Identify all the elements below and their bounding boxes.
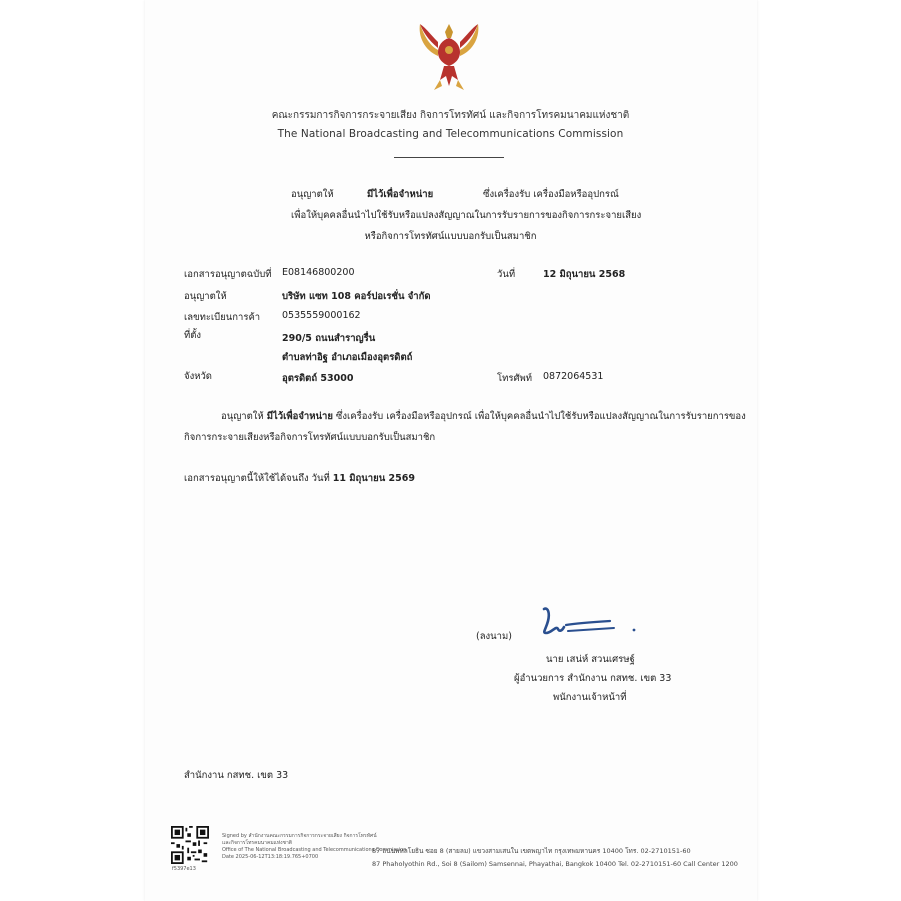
permit-paragraph-line-1 — [221, 407, 746, 427]
org-name-english: The National Broadcasting and Telecommunications Commission — [277, 128, 624, 140]
registration-label: เลขทะเบียนการค้า — [184, 312, 261, 323]
signed-by-line-2: และกิจการโทรคมนาคมแห่งชาติ — [222, 840, 293, 846]
date-label: วันที่ — [497, 269, 516, 280]
signed-by-line-3: Office of The National Broadcasting and Telecommunications Commission — [222, 847, 407, 853]
intro-device-text: ซึ่งเครื่องรับ เครื่องมือหรืออุปกรณ์ — [483, 189, 619, 200]
header-divider — [394, 157, 504, 158]
signer-role: พนักงานเจ้าหน้าที่ — [553, 692, 627, 703]
signer-position: ผู้อำนวยการ สำนักงาน กสทช. เขต 33 — [514, 673, 672, 684]
org-name-thai: คณะกรรมการกิจการกระจายเสียง กิจการโทรทัศน์ และกิจการโทรคมนาคมแห่งชาติ — [271, 110, 630, 121]
signed-date: Date 2025-06-12T13:18:19.765+0700 — [222, 854, 319, 860]
province-label: จังหวัด — [184, 371, 212, 382]
province-value: อุตรดิตถ์ 53000 — [282, 373, 354, 384]
doc-number-label: เอกสารอนุญาตฉบับที่ — [184, 269, 272, 280]
intro-service-text: หรือกิจการโทรทัศน์แบบบอกรับเป็นสมาชิก — [364, 231, 537, 242]
footer-address-english: 87 Phaholyothin Rd., Soi 8 (Sailom) Samsennai, Phayathai, Bangkok 10400 Tel. 02-2710151-60 Call Center 1200 — [372, 860, 738, 868]
signed-by-line-1: Signed by สำนักงานคณะกรรมการกิจการกระจายเสียง กิจการโทรทัศน์ — [222, 833, 377, 839]
sign-label: (ลงนาม) — [476, 631, 512, 642]
registration-value: 0535559000162 — [282, 310, 361, 321]
qr-code-id: f5397e13 — [172, 866, 196, 872]
address-line-1: 290/5 ถนนสำราญรื่น — [282, 333, 376, 344]
validity-date: 11 มิถุนายน 2569 — [332, 473, 415, 484]
doc-number-value: E08146800200 — [282, 267, 355, 278]
licensee-label: อนุญาตให้ — [184, 291, 227, 302]
validity-text: เอกสารอนุญาตนี้ให้ใช้ได้จนถึง วันที่ — [184, 473, 330, 484]
phone-label: โทรศัพท์ — [497, 373, 533, 384]
address-line-2: ตำบลท่าอิฐ อำเภอเมืองอุตรดิตถ์ — [282, 352, 413, 363]
signer-name: นาย เสน่ห์ สวนเศรษฐ์ — [546, 654, 635, 665]
permit-paragraph-lead: อนุญาตให้ — [221, 411, 264, 422]
permit-paragraph-type: มีไว้เพื่อจำหน่าย — [266, 411, 333, 422]
permit-paragraph-line-2: กิจการกระจายเสียงหรือกิจการโทรทัศน์แบบบอกรับเป็นสมาชิก — [184, 432, 436, 443]
intro-permit-label: อนุญาตให้ — [291, 189, 334, 200]
garuda-emblem-icon — [416, 20, 482, 96]
date-value: 12 มิถุนายน 2568 — [543, 269, 626, 280]
issuing-office: สำนักงาน กสทช. เขต 33 — [184, 770, 289, 781]
address-label: ที่ตั้ง — [184, 330, 202, 341]
licensee-value: บริษัท แซท 108 คอร์ปอเรชั่น จำกัด — [282, 291, 431, 302]
validity-statement — [184, 469, 415, 489]
handwritten-signature-icon — [538, 603, 638, 639]
intro-purpose-text: เพื่อให้บุคคลอื่นนำไปใช้รับหรือแปลงสัญญาณในการรับรายการของกิจการกระจายเสียง — [291, 210, 642, 221]
intro-permit-type: มีไว้เพื่อจำหน่าย — [367, 189, 434, 200]
qr-code-icon — [171, 826, 209, 864]
footer-address-thai: 87 ถนนพหลโยธิน ซอย 8 (สายลม) แขวงสามเสนใน เขตพญาไท กรุงเทพมหานคร 10400 โทร. 02-2710151-60 — [372, 847, 691, 855]
permit-paragraph-rest: ซึ่งเครื่องรับ เครื่องมือหรืออุปกรณ์ เพื่อให้บุคคลอื่นนำไปใช้รับหรือแปลงสัญญาณในการรับรายการของ — [335, 411, 746, 422]
phone-value: 0872064531 — [543, 371, 604, 382]
